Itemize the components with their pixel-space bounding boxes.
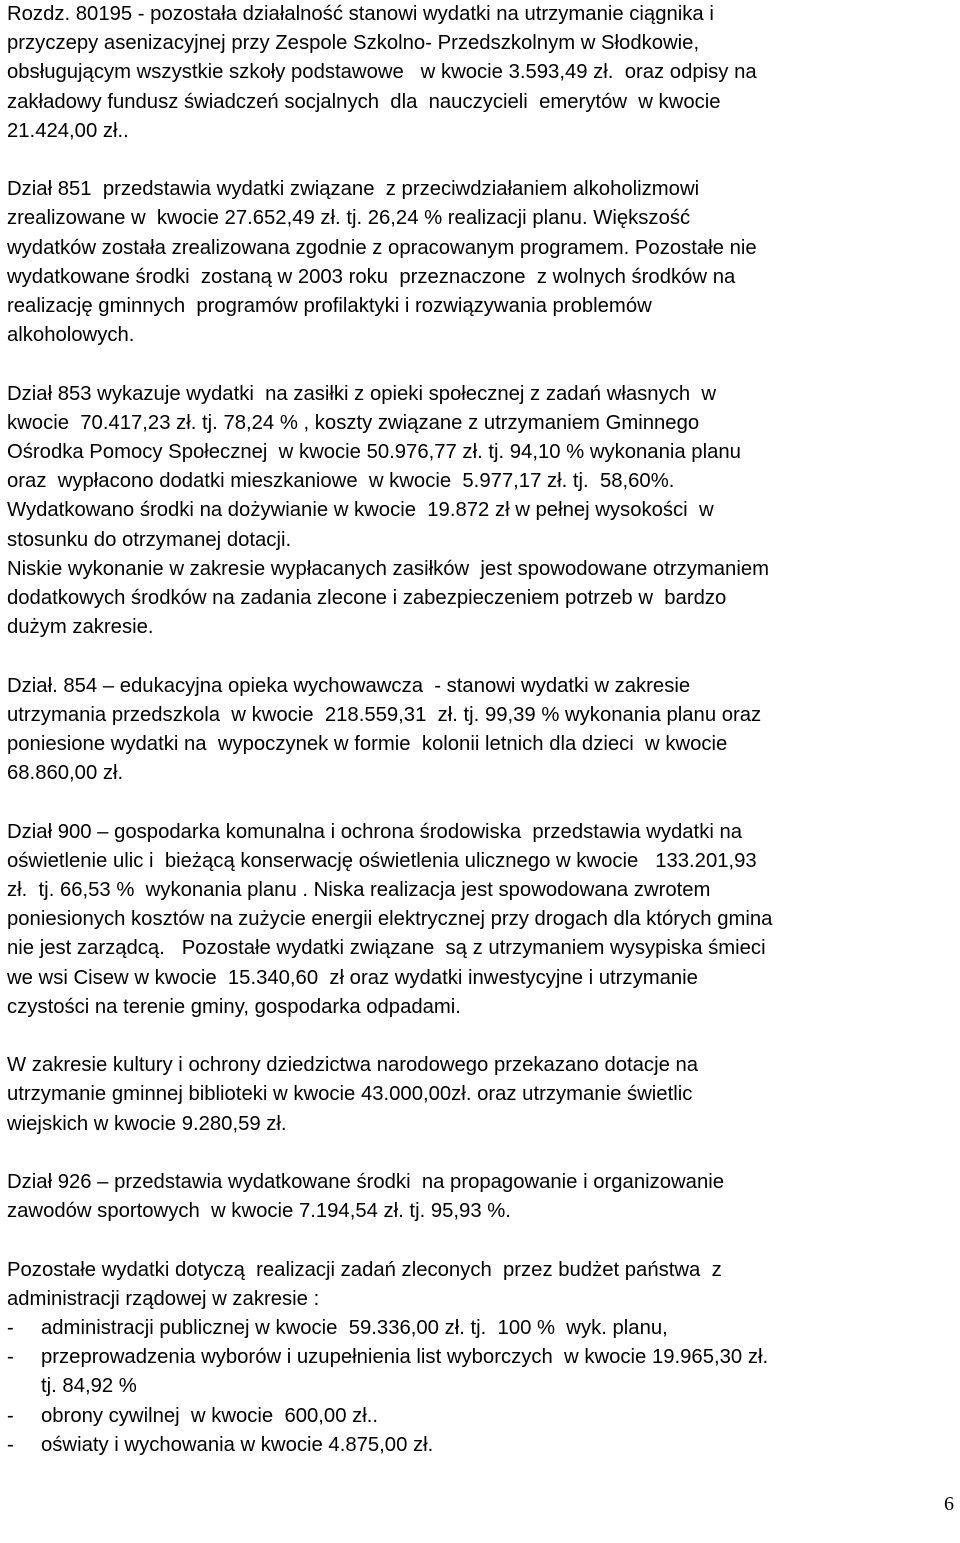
text-line: zawodów sportowych w kwocie 7.194,54 zł. tj. 95,93 %. [7, 1200, 511, 1223]
text-line: wydatkowane środki zostaną w 2003 roku przeznaczone z wolnych środków na [7, 265, 736, 288]
paragraph [7, 380, 957, 643]
list-item-text: oświaty i wychowania w kwocie 4.875,00 zł. [41, 1433, 434, 1456]
text-line: Ośrodka Pomocy Społecznej w kwocie 50.976,77 zł. tj. 94,10 % wykonania planu [7, 441, 741, 464]
paragraph [7, 1168, 957, 1226]
list-item [7, 1402, 957, 1431]
list-item-text: obrony cywilnej w kwocie 600,00 zł.. [41, 1404, 379, 1427]
text-line: Rozdz. 80195 - pozostała działalność stanowi wydatki na utrzymanie ciągnika i [7, 3, 714, 25]
paragraph [7, 175, 957, 350]
list-item [7, 1343, 957, 1401]
text-line: obsługującym wszystkie szkoły podstawowe w kwocie 3.593,49 zł. oraz odpisy na [7, 61, 757, 84]
text-line: dużym zakresie. [7, 616, 154, 639]
text-line: wydatków została zrealizowana zgodnie z opracowanym programem. Pozostałe nie [7, 236, 757, 259]
paragraph [7, 1256, 957, 1314]
text-line: alkoholowych. [7, 324, 135, 347]
text-line: Dział. 854 – edukacyjna opieka wychowawcza - stanowi wydatki w zakresie [7, 674, 691, 697]
text-line: kwocie 70.417,23 zł. tj. 78,24 % , koszty związane z utrzymaniem Gminnego [7, 411, 700, 434]
text-line: Niskie wykonanie w zakresie wypłacanych zasiłków jest spowodowane otrzymaniem [7, 557, 769, 580]
bullet-dash: - [7, 1317, 14, 1340]
text-line: realizację gminnych programów profilaktyki i rozwiązywania problemów [7, 295, 652, 318]
text-line: utrzymanie gminnej biblioteki w kwocie 43.000,00zł. oraz utrzymanie świetlic [7, 1083, 693, 1106]
text-line: wiejskich w kwocie 9.280,59 zł. [7, 1112, 287, 1135]
list-item-text: administracji publicznej w kwocie 59.336,00 zł. tj. 100 % wyk. planu, [41, 1317, 668, 1340]
paragraph [7, 672, 957, 789]
text-line: Dział 926 – przedstawia wydatkowane środki na propagowanie i organizowanie [7, 1171, 725, 1194]
text-line: 68.860,00 zł. [7, 762, 124, 785]
text-line: we wsi Cisew w kwocie 15.340,60 zł oraz wydatki inwestycyjne i utrzymanie [7, 966, 698, 989]
text-line: poniesione wydatki na wypoczynek w formie kolonii letnich dla dzieci w kwocie [7, 733, 728, 756]
text-line: Dział 900 – gospodarka komunalna i ochrona środowiska przedstawia wydatki na [7, 820, 743, 843]
list-item-text: tj. 84,92 % [41, 1375, 137, 1398]
text-line: Pozostałe wydatki dotyczą realizacji zadań zleconych przez budżet państwa z [7, 1258, 722, 1281]
bullet-dash: - [7, 1346, 14, 1369]
text-line: Dział 851 przedstawia wydatki związane z przeciwdziałaniem alkoholizmowi [7, 178, 700, 201]
text-line: poniesionych kosztów na zużycie energii elektrycznej przy drogach dla których gmina [7, 908, 773, 931]
text-line: W zakresie kultury i ochrony dziedzictwa narodowego przekazano dotacje na [7, 1054, 699, 1077]
list-item [7, 1431, 957, 1460]
text-line: dodatkowych środków na zadania zlecone i zabezpieczeniem potrzeb w bardzo [7, 587, 727, 610]
document-page [7, 0, 957, 1460]
text-line: 21.424,00 zł.. [7, 119, 129, 142]
paragraph [7, 1051, 957, 1139]
text-line: stosunku do otrzymanej dotacji. [7, 528, 292, 551]
text-line: utrzymania przedszkola w kwocie 218.559,31 zł. tj. 99,39 % wykonania planu oraz [7, 703, 762, 726]
bullet-dash: - [7, 1433, 14, 1456]
text-line: oraz wypłacono dodatki mieszkaniowe w kwocie 5.977,17 zł. tj. 58,60%. [7, 470, 675, 493]
list-item-text: przeprowadzenia wyborów i uzupełnienia list wyborczych w kwocie 19.965,30 zł. [41, 1346, 769, 1369]
text-line: zrealizowane w kwocie 27.652,49 zł. tj. 26,24 % realizacji planu. Większość [7, 207, 691, 230]
text-line: Dział 853 wykazuje wydatki na zasiłki z opieki społecznej z zadań własnych w [7, 382, 717, 405]
text-line: nie jest zarządcą. Pozostałe wydatki związane są z utrzymaniem wysypiska śmieci [7, 937, 766, 960]
text-line: oświetlenie ulic i bieżącą konserwację oświetlenia ulicznego w kwocie 133.201,93 [7, 849, 757, 872]
text-line: administracji rządowej w zakresie : [7, 1287, 320, 1310]
bullet-dash: - [7, 1404, 14, 1427]
text-line: przyczepy asenizacyjnej przy Zespole Szkolno- Przedszkolnym w Słodkowie, [7, 32, 700, 55]
text-line: zakładowy fundusz świadczeń socjalnych dla nauczycieli emerytów w kwocie [7, 90, 721, 113]
bullet-list [7, 1314, 957, 1460]
list-item [7, 1314, 957, 1343]
text-line: zł. tj. 66,53 % wykonania planu . Niska realizacja jest spowodowana zwrotem [7, 879, 711, 902]
text-line: Wydatkowano środki na dożywianie w kwocie 19.872 zł w pełnej wysokości w [7, 499, 714, 522]
paragraph [7, 0, 957, 146]
text-line: czystości na terenie gminy, gospodarka odpadami. [7, 995, 461, 1018]
paragraph [7, 818, 957, 1022]
page-number: 6 [944, 1493, 954, 1515]
